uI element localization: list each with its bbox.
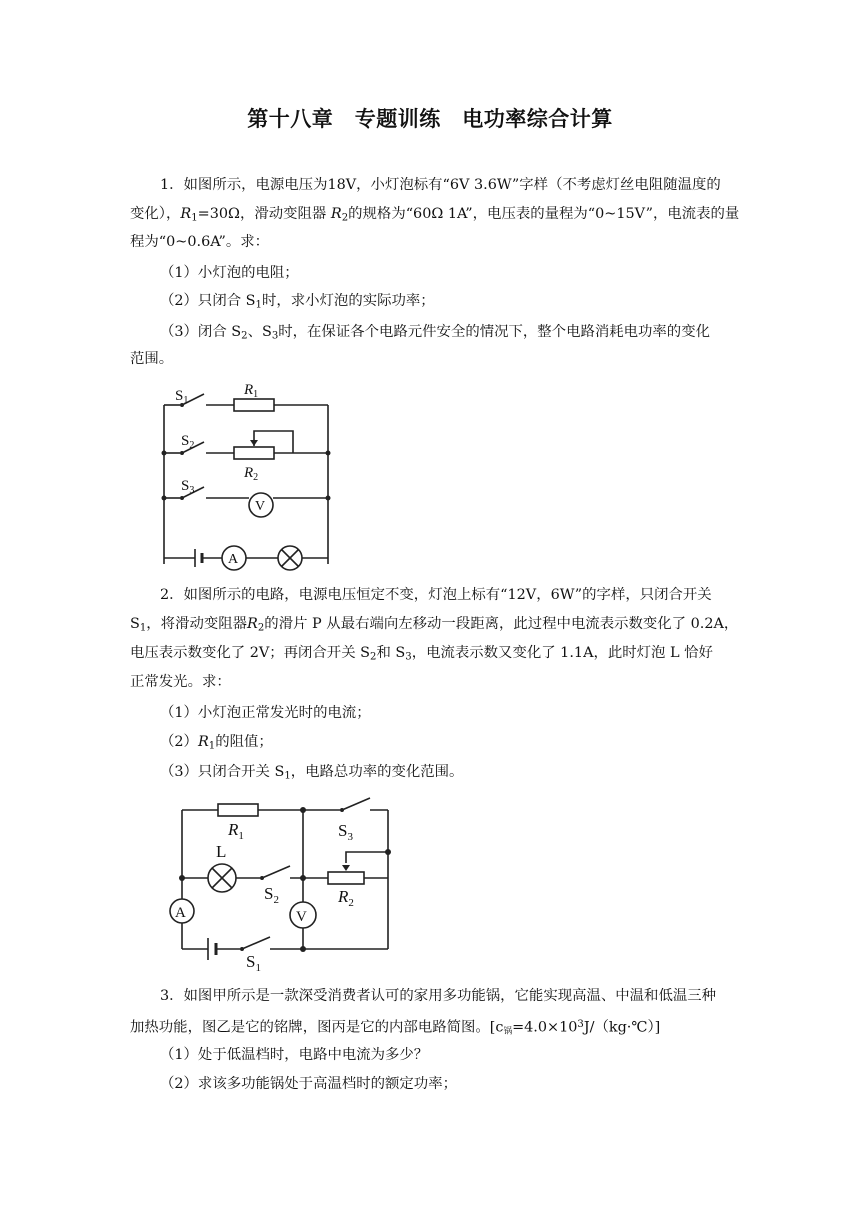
q1-label-s2: $S_2$: [181, 433, 195, 451]
q2-circuit-diagram: [160, 795, 400, 975]
q1-line-1: 1．如图所示，电源电压为18V，小灯泡标有“6V 3.6W”字样（不考虑灯丝电阻随温度的: [160, 177, 721, 193]
q2-line-3: 电压表示数变化了 2V；再闭合开关 $S_2$和 $S_3$，电流表示数又变化了 1.1A，此时灯泡 L 恰好: [130, 645, 713, 663]
q1-label-v: V: [255, 499, 266, 514]
q3-line-1: 3．如图甲所示是一款深受消费者认可的家用多功能锅，它能实现高温、中温和低温三种: [160, 988, 717, 1004]
q2-label-r2: $R_2$: [338, 887, 354, 909]
page-title: 第十八章 专题训练 电功率综合计算: [247, 107, 613, 131]
q1-line-3: 程为“0~0.6A”。求：: [130, 234, 270, 250]
q1-circuit-diagram: [150, 378, 350, 573]
q2-item-2: $(2)R_1$的阻值；: [160, 734, 273, 752]
q2-label-l: L: [216, 842, 227, 861]
q2-label-s2: $S_2$: [264, 884, 279, 906]
q2-line-2: $S_1$，将滑动变阻器$R_2$的滑片 P 从最右端向左移动一段距离，此过程中电流表示数变化了 0.2A，: [130, 616, 739, 634]
q1-item-2: （2）只闭合 $S_1$时，求小灯泡的实际功率；: [160, 293, 435, 311]
q3-item-1: （1）处于低温档时，电路中电流为多少？: [160, 1047, 429, 1063]
q2-line-4: 正常发光。求：: [130, 674, 231, 690]
q2-label-r1: $R_1$: [228, 820, 244, 842]
q3-item-2: （2）求该多功能锅处于高温档时的额定功率；: [160, 1076, 457, 1092]
q2-line-1: 2．如图所示的电路，电源电压恒定不变，灯泡上标有“12V，6W”的字样，只闭合开关: [160, 587, 712, 603]
q1-label-r1: $R_1$: [244, 382, 259, 400]
q2-label-a: A: [175, 905, 186, 921]
q2-item-3: （3）只闭合开关 $S_1$，电路总功率的变化范围。: [160, 764, 464, 782]
q1-item-3: （3）闭合 $S_2$、$S_3$时，在保证各个电路元件安全的情况下，整个电路消耗电功率的变化: [160, 324, 710, 342]
q1-label-a: A: [228, 552, 239, 567]
q2-label-s3: $S_3$: [338, 821, 353, 843]
q2-label-s1: $S_1$: [246, 952, 261, 974]
q1-item-1: （1）小灯泡的电阻；: [160, 265, 299, 281]
q3-line-2: 加热功能，图乙是它的铭牌，图丙是它的内部电路简图。$[c_锅=4.0\times 10^3J/(kg\cdot℃)]$: [130, 1019, 661, 1037]
q2-label-v: V: [296, 909, 307, 925]
q1-label-s1: $S_1$: [175, 388, 189, 406]
q1-label-r2: $R_2$: [244, 465, 259, 483]
q2-item-1: （1）小灯泡正常发光时的电流；: [160, 705, 371, 721]
q1-label-s3: $S_3$: [181, 478, 195, 496]
q1-line-2: 变化），$R_1=30\Omega$，滑动变阻器 $R_2$的规格为“60Ω 1A”，电压表的量程为“0~15V”，电流表的量: [130, 206, 740, 224]
q1-item-3-cont: 范围。: [130, 351, 174, 367]
